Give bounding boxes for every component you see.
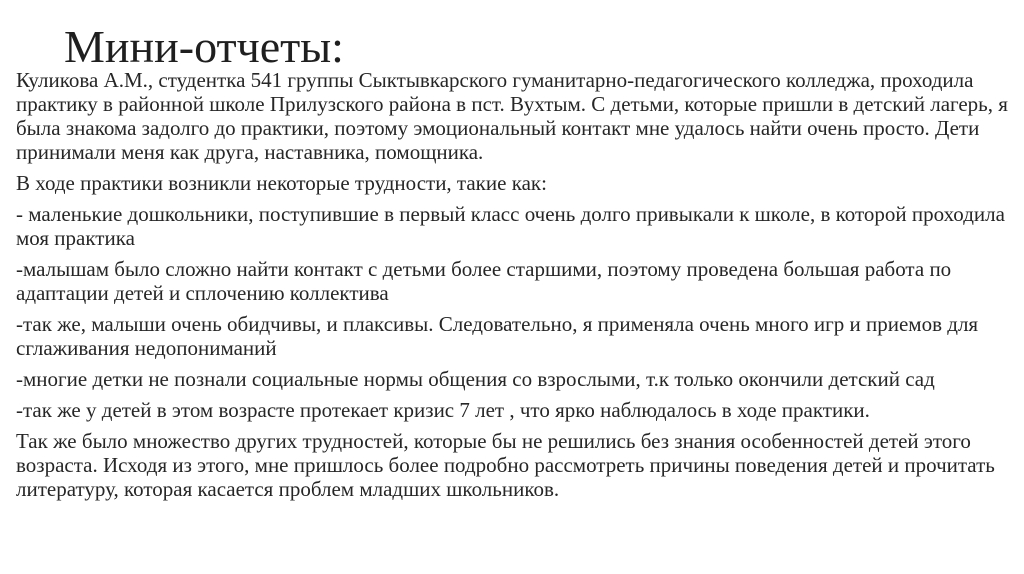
slide-title: Мини-отчеты: xyxy=(64,21,344,72)
list-item-preschoolers: - маленькие дошкольники, поступившие в первый класс очень долго привыкали к школе, в которой проходила моя практика xyxy=(16,202,1005,250)
paragraph-difficulties-lead: В ходе практики возникли некоторые трудности, такие как: xyxy=(16,171,547,195)
paragraph-intro: Куликова А.М., студентка 541 группы Сыктывкарского гуманитарно-педагогического колледжа, проходила практику в районной школе Прилузского района в пст. Вухтым. С детьми, которые пришли в детский лагерь, я была знакома задолго до практики, поэтому эмоциональный контакт мне удалось найти очень просто. Дети принимали меня как друга, наставника, помощника. xyxy=(16,68,1008,164)
slide-body xyxy=(16,68,1016,508)
list-item-social-norms: -многие детки не познали социальные нормы общения со взрослыми, т.к только окончили детский сад xyxy=(16,367,935,391)
list-item-contact: -малышам было сложно найти контакт с детьми более старшими, поэтому проведена большая работа по адаптации детей и сплочению коллектива xyxy=(16,257,952,305)
list-item-crisis: -так же у детей в этом возрасте протекает кризис 7 лет , что ярко наблюдалось в ходе практики. xyxy=(16,398,870,422)
paragraph-conclusion: Так же было множество других трудностей, которые бы не решились без знания особенностей детей этого возраста. Исходя из этого, мне пришлось более подробно рассмотреть причины поведения детей и прочитать литературу, которая касается проблем младших школьников. xyxy=(16,429,995,501)
list-item-sensitive: -так же, малыши очень обидчивы, и плаксивы. Следовательно, я применяла очень много игр и приемов для сглаживания недопониманий xyxy=(16,312,979,360)
